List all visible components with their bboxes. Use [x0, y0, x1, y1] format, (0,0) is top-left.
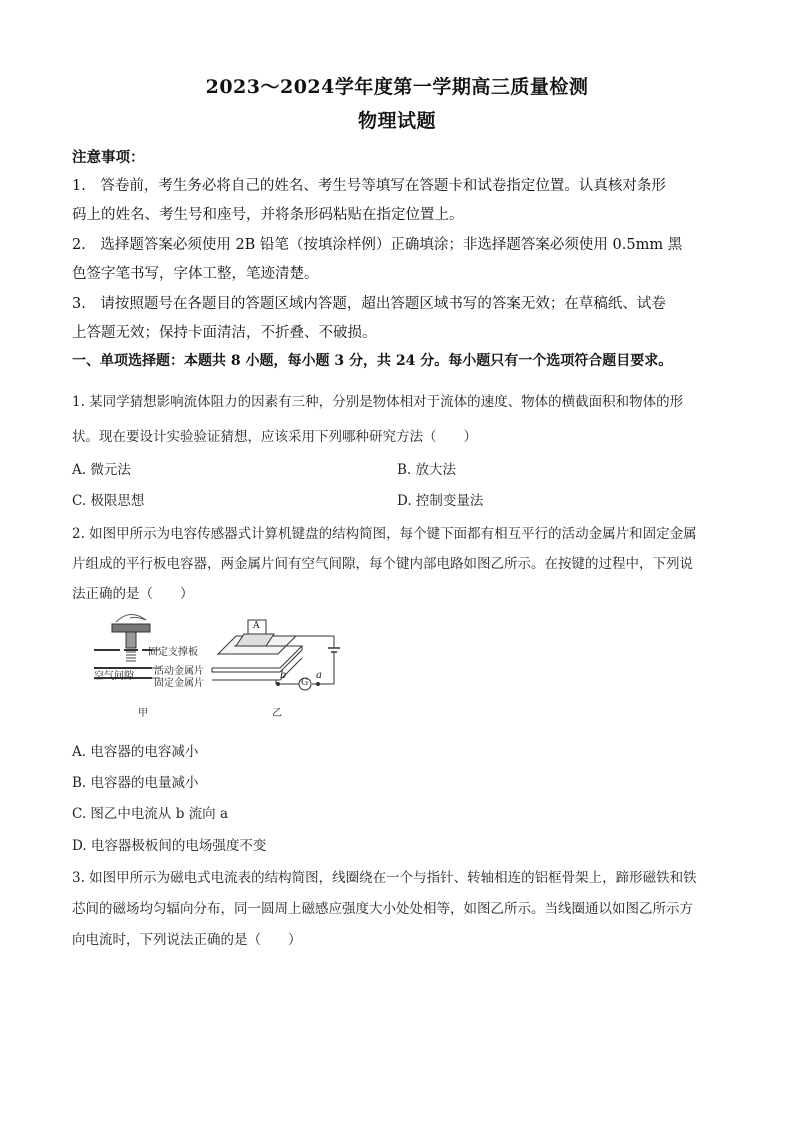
q2-option-b[interactable]: B. 电容器的电量减小	[72, 775, 199, 791]
label-air-gap: 空气间隙	[94, 671, 134, 682]
q1-option-b[interactable]: B. 放大法	[397, 462, 457, 478]
q3-stem-line-3: 向电流时，下列说法正确的是（ ）	[72, 932, 302, 948]
label-figure-jia: 甲	[138, 708, 148, 719]
q1-option-a[interactable]: A. 微元法	[72, 462, 131, 478]
label-figure-yi: 乙	[272, 708, 282, 719]
keyboard-capacitor-figure	[90, 606, 350, 718]
notice-item-1-line-1: 1. 答卷前，考生务必将自己的姓名、考生号等填写在答题卡和试卷指定位置。认真核对条形	[72, 178, 666, 194]
notice-item-1-line-2: 码上的姓名、考生号和座号，并将条形码粘贴在指定位置上。	[72, 207, 464, 223]
q1-stem-line-1: 1. 某同学猜想影响流体阻力的因素有三种，分别是物体相对于流体的速度、物体的横截面积和物体的形	[72, 394, 684, 410]
notice-item-3-line-1: 3. 请按照题号在各题目的答题区域内答题，超出答题区域书写的答案无效；在草稿纸、试卷	[72, 296, 666, 312]
notice-item-2-line-2: 色签字笔书写，字体工整，笔迹清楚。	[72, 266, 319, 282]
q1-stem-line-2: 状。现在要设计实验验证猜想，应该采用下列哪种研究方法（ ）	[72, 429, 477, 445]
exam-subtitle: 物理试题	[357, 110, 436, 132]
exam-title: 2023～2024学年度第一学期高三质量检测	[205, 76, 589, 98]
label-key-a: A	[253, 621, 260, 631]
figure-drawing	[90, 606, 350, 718]
label-fixed-metal-plate: 固定金属片	[154, 678, 204, 689]
q2-option-d[interactable]: D. 电容器极板间的电场强度不变	[72, 838, 267, 854]
label-moving-metal-plate: 活动金属片	[154, 666, 204, 677]
notice-item-3-line-2: 上答题无效；保持卡面清洁，不折叠、不破损。	[72, 325, 377, 341]
q2-stem-line-1: 2. 如图甲所示为电容传感器式计算机键盘的结构简图，每个键下面都有相互平行的活动金属片和固定金属	[72, 526, 697, 542]
label-galvanometer-g: G	[301, 678, 309, 688]
q2-stem-line-3: 法正确的是（ ）	[72, 586, 194, 602]
label-fixed-support-plate: 固定支撑板	[148, 647, 198, 658]
q3-stem-line-2: 芯间的磁场均匀辐向分布，同一圆周上磁感应强度大小处处相等，如图乙所示。当线圈通以如图乙所示方	[72, 901, 693, 917]
notice-heading: 注意事项：	[72, 149, 145, 166]
q2-option-a[interactable]: A. 电容器的电容减小	[72, 744, 199, 760]
q2-option-c[interactable]: C. 图乙中电流从 b 流向 a	[72, 806, 228, 822]
q2-stem-line-2: 片组成的平行板电容器，两金属片间有空气间隙，每个键内部电路如图乙所示。在按键的过程中，下列说	[72, 556, 693, 572]
notice-item-2-line-1: 2. 选择题答案必须使用 2B 铅笔（按填涂样例）正确填涂；非选择题答案必须使用 0.5mm 黑	[72, 237, 683, 253]
q1-option-d[interactable]: D. 控制变量法	[397, 493, 484, 509]
q3-stem-line-1: 3. 如图甲所示为磁电式电流表的结构简图，线圈绕在一个与指针、转轴相连的铝框骨架上，蹄形磁铁和铁	[72, 870, 697, 886]
label-point-b: b	[280, 670, 287, 681]
section-1-heading: 一、单项选择题：本题共 8 小题，每小题 3 分，共 24 分。每小题只有一个选项符合题目要求。	[72, 353, 673, 369]
q1-option-c[interactable]: C. 极限思想	[72, 493, 145, 509]
label-point-a: a	[316, 670, 322, 681]
